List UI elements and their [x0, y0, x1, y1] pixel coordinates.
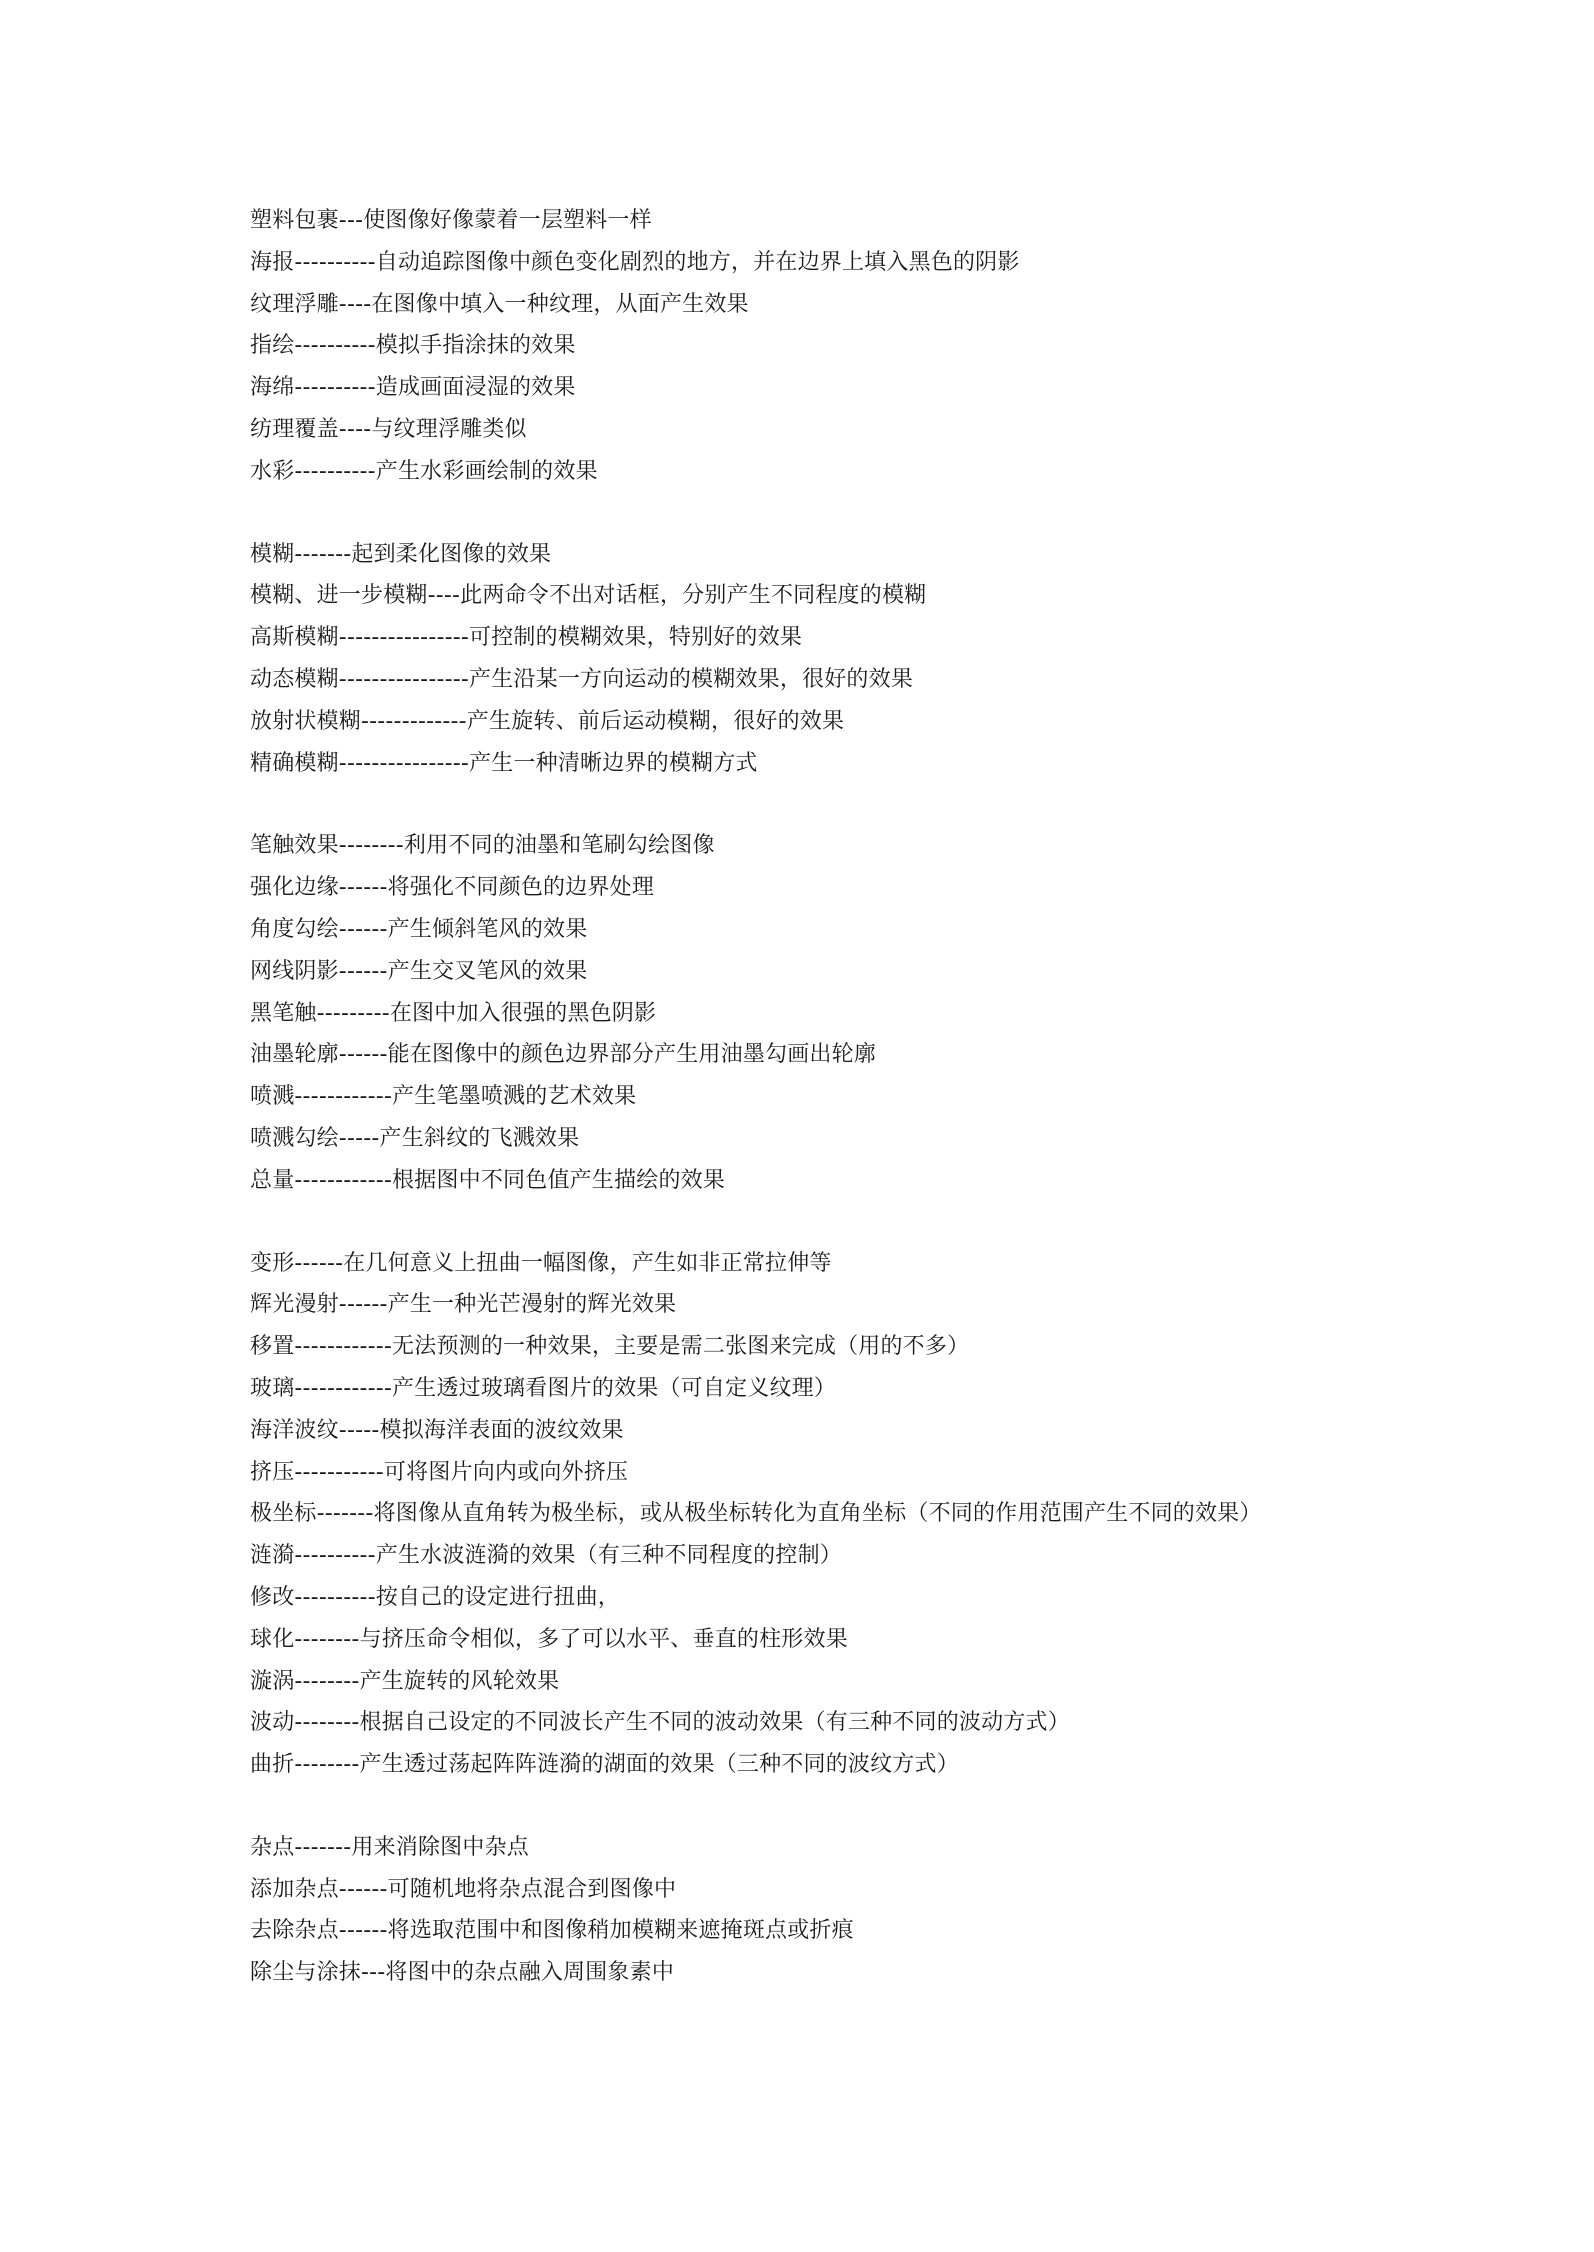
list-item: 模糊-------起到柔化图像的效果: [250, 541, 552, 567]
list-item: 模糊、进一步模糊----此两命令不出对话框，分别产生不同程度的模糊: [250, 583, 927, 609]
group-artistic: [250, 200, 1370, 493]
list-item: 除尘与涂抹---将图中的杂点融入周围象素中: [250, 1960, 675, 1986]
list-item: 纺理覆盖----与纹理浮雕类似: [250, 416, 527, 442]
list-item: 指绘----------模拟手指涂抹的效果: [250, 333, 576, 359]
group-distort: [250, 1243, 1370, 1786]
list-item: 油墨轮廓------能在图像中的颜色边界部分产生用油墨勾画出轮廓: [250, 1042, 877, 1068]
list-item: 杂点-------用来消除图中杂点: [250, 1834, 529, 1860]
list-item: 喷溅------------产生笔墨喷溅的艺术效果: [250, 1084, 637, 1110]
list-item: 总量------------根据图中不同色值产生描绘的效果: [250, 1167, 726, 1193]
list-item: 水彩----------产生水彩画绘制的效果: [250, 458, 598, 484]
list-item: 黑笔触---------在图中加入很强的黑色阴影: [250, 1000, 657, 1026]
list-item: 修改----------按自己的设定进行扭曲，: [250, 1584, 620, 1610]
group-blur: [250, 534, 1370, 785]
list-item: 笔触效果--------利用不同的油墨和笔刷勾绘图像: [250, 833, 715, 859]
list-item: 放射状模糊-------------产生旋转、前后运动模糊，很好的效果: [250, 708, 845, 734]
list-item: 动态模糊----------------产生沿某一方向运动的模糊效果，很好的效果: [250, 666, 914, 692]
list-item: 纹理浮雕----在图像中填入一种纹理，从面产生效果: [250, 291, 749, 317]
list-item: 变形------在几何意义上扭曲一幅图像，产生如非正常拉伸等: [250, 1250, 832, 1276]
list-item: 精确模糊----------------产生一种清晰边界的模糊方式: [250, 750, 758, 776]
group-noise: [250, 1827, 1370, 1994]
list-item: 曲折--------产生透过荡起阵阵涟漪的湖面的效果（三种不同的波纹方式）: [250, 1752, 959, 1778]
list-item: 角度勾绘------产生倾斜笔风的效果: [250, 916, 588, 942]
list-item: 强化边缘------将强化不同颜色的边界处理: [250, 875, 655, 901]
list-item: 海绵----------造成画面浸湿的效果: [250, 375, 576, 401]
list-item: 添加杂点------可随机地将杂点混合到图像中: [250, 1876, 677, 1902]
list-item: 球化--------与挤压命令相似，多了可以水平、垂直的柱形效果: [250, 1626, 848, 1652]
list-item: 海报----------自动追踪图像中颜色变化剧烈的地方，并在边界上填入黑色的阴影: [250, 249, 1020, 275]
list-item: 漩涡--------产生旋转的风轮效果: [250, 1668, 560, 1694]
list-item: 塑料包裹---使图像好像蒙着一层塑料一样: [250, 208, 652, 233]
list-item: 网线阴影------产生交叉笔风的效果: [250, 958, 588, 984]
list-item: 玻璃------------产生透过玻璃看图片的效果（可自定义纹理）: [250, 1375, 837, 1401]
list-item: 喷溅勾绘-----产生斜纹的飞溅效果: [250, 1125, 580, 1151]
group-brush-strokes: [250, 825, 1370, 1201]
list-item: 挤压-----------可将图片向内或向外挤压: [250, 1459, 629, 1485]
list-item: 移置------------无法预测的一种效果，主要是需二张图来完成（用的不多）: [250, 1334, 970, 1360]
list-item: 涟漪----------产生水波涟漪的效果（有三种不同程度的控制）: [250, 1543, 842, 1569]
list-item: 辉光漫射------产生一种光芒漫射的辉光效果: [250, 1292, 677, 1318]
list-item: 高斯模糊----------------可控制的模糊效果，特别好的效果: [250, 625, 803, 651]
list-item: 海洋波纹-----模拟海洋表面的波纹效果: [250, 1417, 624, 1443]
list-item: 去除杂点------将选取范围中和图像稍加模糊来遮掩斑点或折痕: [250, 1918, 854, 1944]
list-item: 波动--------根据自己设定的不同波长产生不同的波动效果（有三种不同的波动方式）: [250, 1710, 1070, 1736]
list-item: 极坐标-------将图像从直角转为极坐标，或从极坐标转化为直角坐标（不同的作用范围产生不同的效果）: [250, 1501, 1262, 1527]
filter-descriptions: [250, 200, 1370, 2035]
